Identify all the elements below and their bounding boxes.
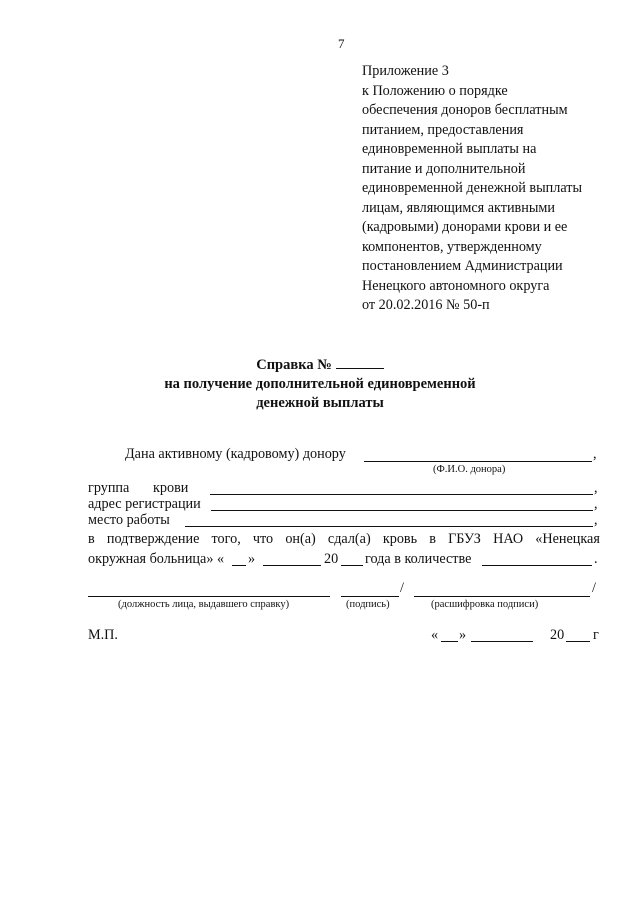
footer-day-field[interactable] — [441, 641, 458, 642]
position-field[interactable] — [88, 596, 330, 597]
date-close-quote: » — [459, 627, 467, 643]
appendix-line: компонентов, утвержденному — [362, 238, 542, 255]
donor-name-field[interactable] — [364, 461, 592, 462]
confirmation-word: ГБУЗ — [448, 531, 481, 547]
date-open-quote: « — [431, 627, 439, 643]
certificate-title — [0, 356, 640, 374]
confirmation-word: кровь — [382, 531, 418, 547]
workplace-field[interactable] — [185, 526, 593, 527]
confirmation-word: он(а) — [285, 531, 316, 547]
footer-year-suffix: г — [593, 627, 599, 643]
position-hint: (должность лица, выдавшего справку) — [118, 599, 290, 610]
footer-month-field[interactable] — [471, 641, 533, 642]
appendix-line: единовременной денежной выплаты — [362, 180, 582, 196]
appendix-line: постановлением Администрации — [362, 258, 563, 274]
confirmation-word: подтверждение — [106, 531, 200, 547]
confirmation-line-1 — [88, 531, 600, 548]
page-number: 7 — [338, 36, 345, 51]
comma: , — [594, 496, 598, 512]
decoding-hint: (расшифровка подписи) — [431, 599, 539, 610]
appendix-line: единовременной выплаты на — [362, 141, 537, 157]
confirmation-word: в — [429, 531, 436, 547]
slash: / — [592, 580, 596, 596]
comma: , — [594, 480, 598, 496]
confirmation-text-b: » — [248, 551, 256, 567]
confirmation-year-prefix: 20 — [324, 551, 339, 567]
appendix-line: питанием, предоставления — [362, 121, 524, 138]
footer-year-field[interactable] — [566, 641, 590, 642]
address-field[interactable] — [211, 510, 593, 511]
slash: / — [400, 580, 404, 596]
certificate-number-blank[interactable] — [336, 356, 384, 369]
confirmation-word: что — [252, 531, 274, 547]
appendix-line: к Положению о порядке — [362, 82, 508, 99]
confirmation-text-d: года в количестве — [365, 551, 472, 567]
blood-group-label-1: группа — [88, 480, 130, 496]
confirmation-word: того, — [211, 531, 241, 547]
year-field[interactable] — [341, 565, 363, 566]
appendix-line: обеспечения доноров бесплатным — [362, 102, 568, 118]
comma: , — [593, 446, 597, 462]
workplace-label: место работы — [88, 512, 170, 528]
appendix-line: (кадровыми) донорами крови и ее — [362, 219, 568, 235]
day-field[interactable] — [232, 565, 246, 566]
certificate-title-text: Справка № — [256, 357, 332, 373]
appendix-line: Ненецкого автономного округа — [362, 277, 550, 294]
signature-field[interactable] — [341, 596, 399, 597]
appendix-line: лицам, являющимся активными — [362, 199, 555, 216]
month-field[interactable] — [263, 565, 321, 566]
confirmation-word: в — [88, 531, 95, 547]
comma: , — [594, 512, 598, 528]
period: . — [594, 551, 598, 567]
confirmation-word: сдал(а) — [327, 531, 371, 547]
confirmation-word: «Ненецкая — [535, 531, 600, 547]
signature-hint: (подпись) — [346, 599, 390, 610]
issued-to-label: Дана активному (кадровому) донору — [125, 446, 346, 462]
blood-group-label-2: крови — [153, 480, 189, 496]
footer-year-prefix: 20 — [550, 627, 565, 643]
quantity-field[interactable] — [482, 565, 592, 566]
confirmation-text-a: окружная больница» « — [88, 551, 225, 567]
signature-decoding-field[interactable] — [414, 596, 590, 597]
donor-name-hint: (Ф.И.О. донора) — [433, 464, 506, 475]
certificate-subtitle-1: на получение дополнительной единовременной — [164, 376, 476, 392]
blood-group-field[interactable] — [210, 494, 593, 495]
certificate-subtitle-2: денежной выплаты — [256, 395, 384, 411]
address-label: адрес регистрации — [88, 496, 201, 512]
appendix-line: питание и дополнительной — [362, 160, 526, 177]
stamp-label: М.П. — [88, 627, 118, 643]
appendix-header — [362, 62, 632, 316]
appendix-line: Приложение 3 — [362, 63, 449, 79]
appendix-line: от 20.02.2016 № 50-п — [362, 297, 490, 313]
confirmation-word: НАО — [493, 531, 524, 547]
